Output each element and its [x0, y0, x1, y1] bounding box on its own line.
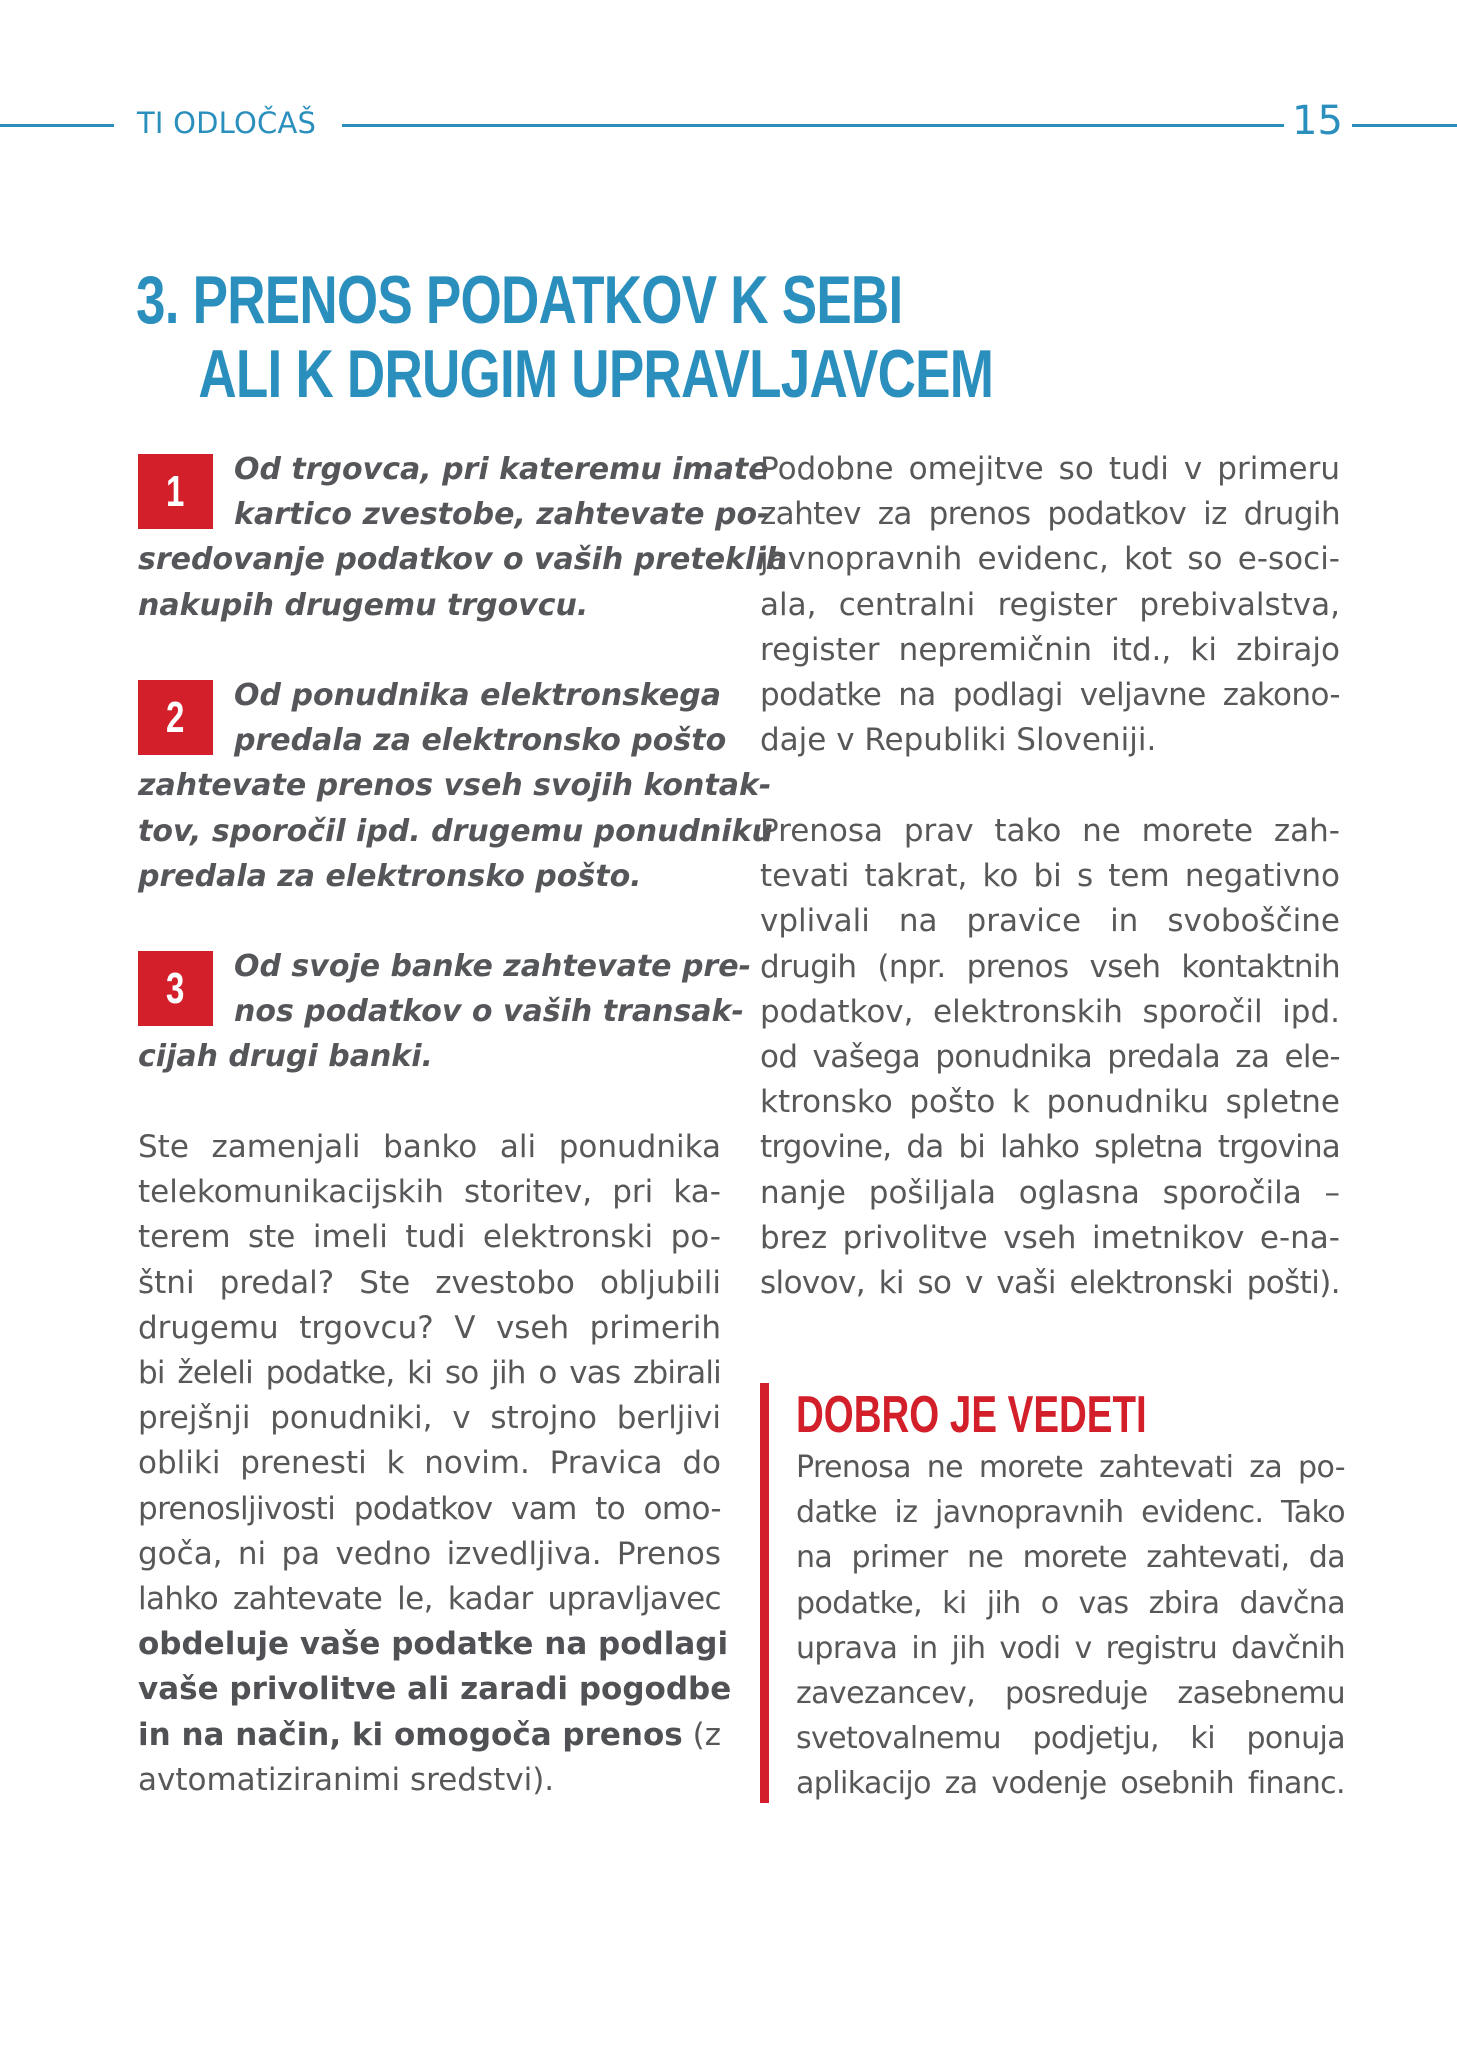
section-title: [136, 263, 993, 411]
header-rule-left: [0, 124, 114, 127]
body-line: drugih (npr. prenos vseh kontaktnih: [760, 948, 1340, 985]
example-line: predala za elektronsko pošto: [234, 723, 727, 759]
body-line: avtomatiziranimi sredstvi).: [138, 1761, 555, 1798]
left-body-paragraph: [138, 1125, 732, 1803]
body-line: drugemu trgovcu? V vseh primerih: [138, 1309, 721, 1346]
body-line: ktronsko pošto k ponudniku spletne: [760, 1084, 1340, 1121]
example-line: Od ponudnika elektronskega: [234, 678, 721, 713]
regular-text: (z: [682, 1716, 721, 1753]
callout-line: aplikacijo za vodenje osebnih financ.: [796, 1766, 1345, 1802]
callout-line: Prenosa ne morete zahtevati za po-: [796, 1450, 1345, 1485]
page-number: 15: [1292, 98, 1343, 144]
right-body-paragraph-2: [760, 809, 1340, 1306]
running-title: TI ODLOČAŠ: [137, 106, 317, 140]
body-line: obliki prenesti k novim. Pravica do: [138, 1445, 721, 1482]
page-header: [0, 98, 1457, 144]
body-line: register nepremičnin itd., ki zbirajo: [760, 631, 1340, 668]
bold-text: in na način, ki omogoča prenos: [138, 1716, 683, 1753]
number-badge: 3: [138, 951, 213, 1026]
body-line: prenosljivosti podatkov vam to omo-: [138, 1490, 721, 1527]
body-line: podatkov, elektronskih sporočil ipd.: [760, 993, 1340, 1030]
callout-line: svetovalnemu podjetju, ki ponuja: [796, 1721, 1345, 1757]
bold-text: vaše privolitve ali zaradi pogodbe: [138, 1671, 732, 1708]
body-line: telekomunikacijskih storitev, pri ka-: [138, 1174, 721, 1211]
body-line: goča, ni pa vedno izvedljiva. Prenos: [138, 1535, 721, 1572]
bold-text: obdeluje vaše podatke na podlagi: [138, 1626, 729, 1663]
body-line: lahko zahtevate le, kadar upravljavec: [138, 1581, 721, 1618]
body-line: Prenosa prav tako ne morete zah-: [760, 813, 1340, 849]
body-line: nanje pošiljala oglasna sporočila –: [760, 1174, 1340, 1211]
example-line: nakupih drugemu trgovcu.: [138, 587, 589, 623]
callout-accent-bar: [760, 1383, 769, 1803]
callout-line: zavezancev, posreduje zasebnemu: [796, 1676, 1345, 1712]
example-line: cijah drugi banki.: [138, 1039, 433, 1075]
body-line: podatke na podlagi veljavne zakono-: [760, 677, 1340, 714]
body-line: zahtev za prenos podatkov iz drugih: [760, 496, 1340, 533]
body-line-bold: [138, 1667, 732, 1712]
example-item-3: [138, 944, 752, 1080]
number-badge: 1: [138, 454, 213, 529]
callout-title: DOBRO JE VEDETI: [796, 1386, 1147, 1444]
number-badge: 2: [138, 680, 213, 755]
example-line: predala za elektronsko pošto.: [138, 858, 642, 894]
example-line: tov, sporočil ipd. drugemu ponudniku: [138, 813, 773, 849]
example-line: Od svoje banke zahtevate pre-: [234, 949, 752, 984]
body-line: trgovine, da bi lahko spletna trgovina: [760, 1129, 1340, 1166]
callout-line: na primer ne morete zahtevati, da: [796, 1540, 1345, 1576]
body-line-mixed: [138, 1713, 721, 1758]
body-line: brez privolitve vseh imetnikov e-na-: [760, 1219, 1340, 1256]
body-line: daje v Republiki Sloveniji.: [760, 722, 1157, 759]
body-line-bold: [138, 1622, 729, 1667]
example-line: Od trgovca, pri kateremu imate: [234, 452, 769, 487]
example-item-2: [138, 673, 773, 899]
body-line: Podobne omejitve so tudi v primeru: [760, 451, 1340, 487]
body-line: slovov, ki so v vaši elektronski pošti).: [760, 1265, 1340, 1302]
example-line: kartico zvestobe, zahtevate po-: [234, 497, 770, 533]
callout-body: [796, 1445, 1345, 1807]
body-line: bi želeli podatke, ki so jih o vas zbirali: [138, 1355, 721, 1392]
body-line: terem ste imeli tudi elektronski po-: [138, 1219, 721, 1256]
body-line: tevati takrat, ko bi s tem negativno: [760, 858, 1340, 895]
body-line: prejšnji ponudniki, v strojno berljivi: [138, 1400, 721, 1437]
body-line: od vašega ponudnika predala za ele-: [760, 1039, 1340, 1076]
section-title-line-2: ALI K DRUGIM UPRAVLJAVCEM: [198, 336, 994, 412]
body-line: štni predal? Ste zvestobo obljubili: [138, 1264, 721, 1301]
right-body-paragraph-1: [760, 447, 1340, 763]
header-rule-middle: [342, 124, 1284, 127]
section-title-line-1: 3. PRENOS PODATKOV K SEBI: [136, 262, 903, 338]
good-to-know-callout: [760, 1383, 1345, 1803]
example-line: sredovanje podatkov o vaših preteklih: [138, 542, 787, 578]
example-item-1: [138, 447, 787, 628]
body-line: Ste zamenjali banko ali ponudnika: [138, 1129, 721, 1165]
header-rule-right: [1352, 124, 1457, 127]
body-line: javnopravnih evidenc, kot so e-soci-: [760, 541, 1340, 578]
callout-line: uprava in jih vodi v registru davčnih: [796, 1630, 1345, 1666]
callout-line: datke iz javnopravnih evidenc. Tako: [796, 1495, 1345, 1531]
body-line: vplivali na pravice in svoboščine: [760, 903, 1340, 940]
example-line: zahtevate prenos vseh svojih kontak-: [138, 768, 772, 804]
callout-line: podatke, ki jih o vas zbira davčna: [796, 1585, 1345, 1621]
example-line: nos podatkov o vaših transak-: [234, 994, 744, 1030]
body-line: ala, centralni register prebivalstva,: [760, 586, 1340, 623]
